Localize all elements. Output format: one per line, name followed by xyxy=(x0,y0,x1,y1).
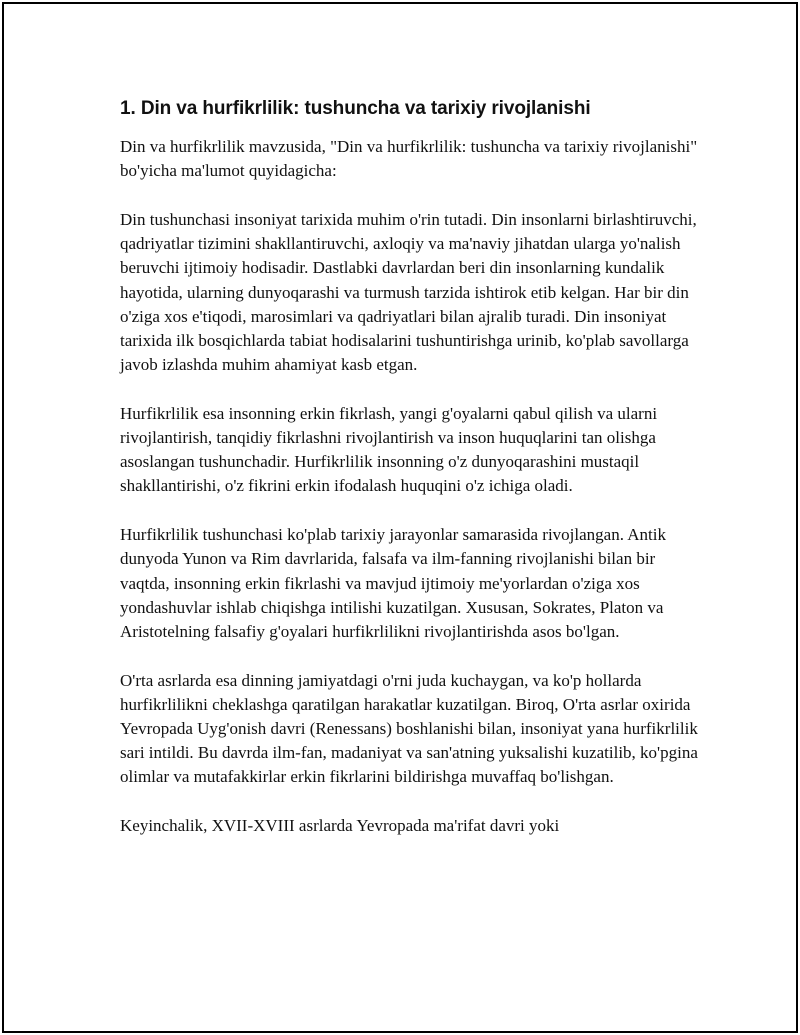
paragraph-antiquity: Hurfikrlilik tushunchasi ko'plab tarixiy jarayonlar samarasida rivojlangan. Antik dunyoda Yunon va Rim davrlarida, falsafa va ilm-fanning rivojlanishi bilan bir vaqtda, insonning erkin fikrlashi va mavjud ijtimoiy me'yorlardan o'ziga xos yondashuvlar ishlab chiqishga intilishi kuzatilgan. Xususan, Sokrates, Platon va Aristotelning falsafiy g'oyalari hurfikrlilikni rivojlantirishda asos bo'lgan. xyxy=(120,525,666,641)
paragraph-intro: Din va hurfikrlilik mavzusida, "Din va hurfikrlilik: tushuncha va tarixiy rivojlanishi" bo'yicha ma'lumot quyidagicha: xyxy=(120,137,698,181)
paragraph-enlightenment: Keyinchalik, XVII-XVIII asrlarda Yevropada ma'rifat davri yoki xyxy=(120,816,560,836)
document-page xyxy=(2,2,798,1033)
document-body xyxy=(120,96,700,863)
section-heading: 1. Din va hurfikrlilik: tushuncha va tarixiy rivojlanishi xyxy=(120,98,591,119)
paragraph-religion: Din tushunchasi insoniyat tarixida muhim o'rin tutadi. Din insonlarni birlashtiruvchi, qadriyatlar tizimini shakllantiruvchi, axloqiy va ma'naviy jihatdan ularga yo'nalish beruvchi ijtimoiy hodisadir. Dastlabki davrlardan beri din insonlarning kundalik hayotida, ularning dunyoqarashi va turmush tarzida ishtirok etib kelgan. Har bir din o'ziga xos e'tiqodi, marosimlari va qadriyatlari bilan ajralib turadi. Din insoniyat tarixida ilk bosqichlarda tabiat hodisalarini tushuntirishga urinib, ko'plab savollarga javob izlashda muhim ahamiyat kasb etgan. xyxy=(120,209,697,375)
paragraph-freethinking: Hurfikrlilik esa insonning erkin fikrlash, yangi g'oyalarni qabul qilish va ularni rivojlantirish, tanqidiy fikrlashni rivojlantirish va inson huquqlarini tan olishga asoslangan tushunchadir. Hurfikrlilik insonning o'z dunyoqarashini mustaqil shakllantirishi, o'z fikrini erkin ifodalash huquqini o'z ichiga oladi. xyxy=(120,403,658,496)
paragraph-middle-ages: O'rta asrlarda esa dinning jamiyatdagi o'rni juda kuchaygan, va ko'p hollarda hurfikrlilikni cheklashga qaratilgan harakatlar kuzatilgan. Biroq, O'rta asrlar oxirida Yevropada Uyg'onish davri (Renessans) boshlanishi bilan, insoniyat yana hurfikrlilik sari intildi. Bu davrda ilm-fan, madaniyat va san'atning yuksalishi kuzatilib, ko'pgina olimlar va mutafakkirlar erkin fikrlarini bildirishga muvaffaq bo'lishgan. xyxy=(120,670,698,787)
